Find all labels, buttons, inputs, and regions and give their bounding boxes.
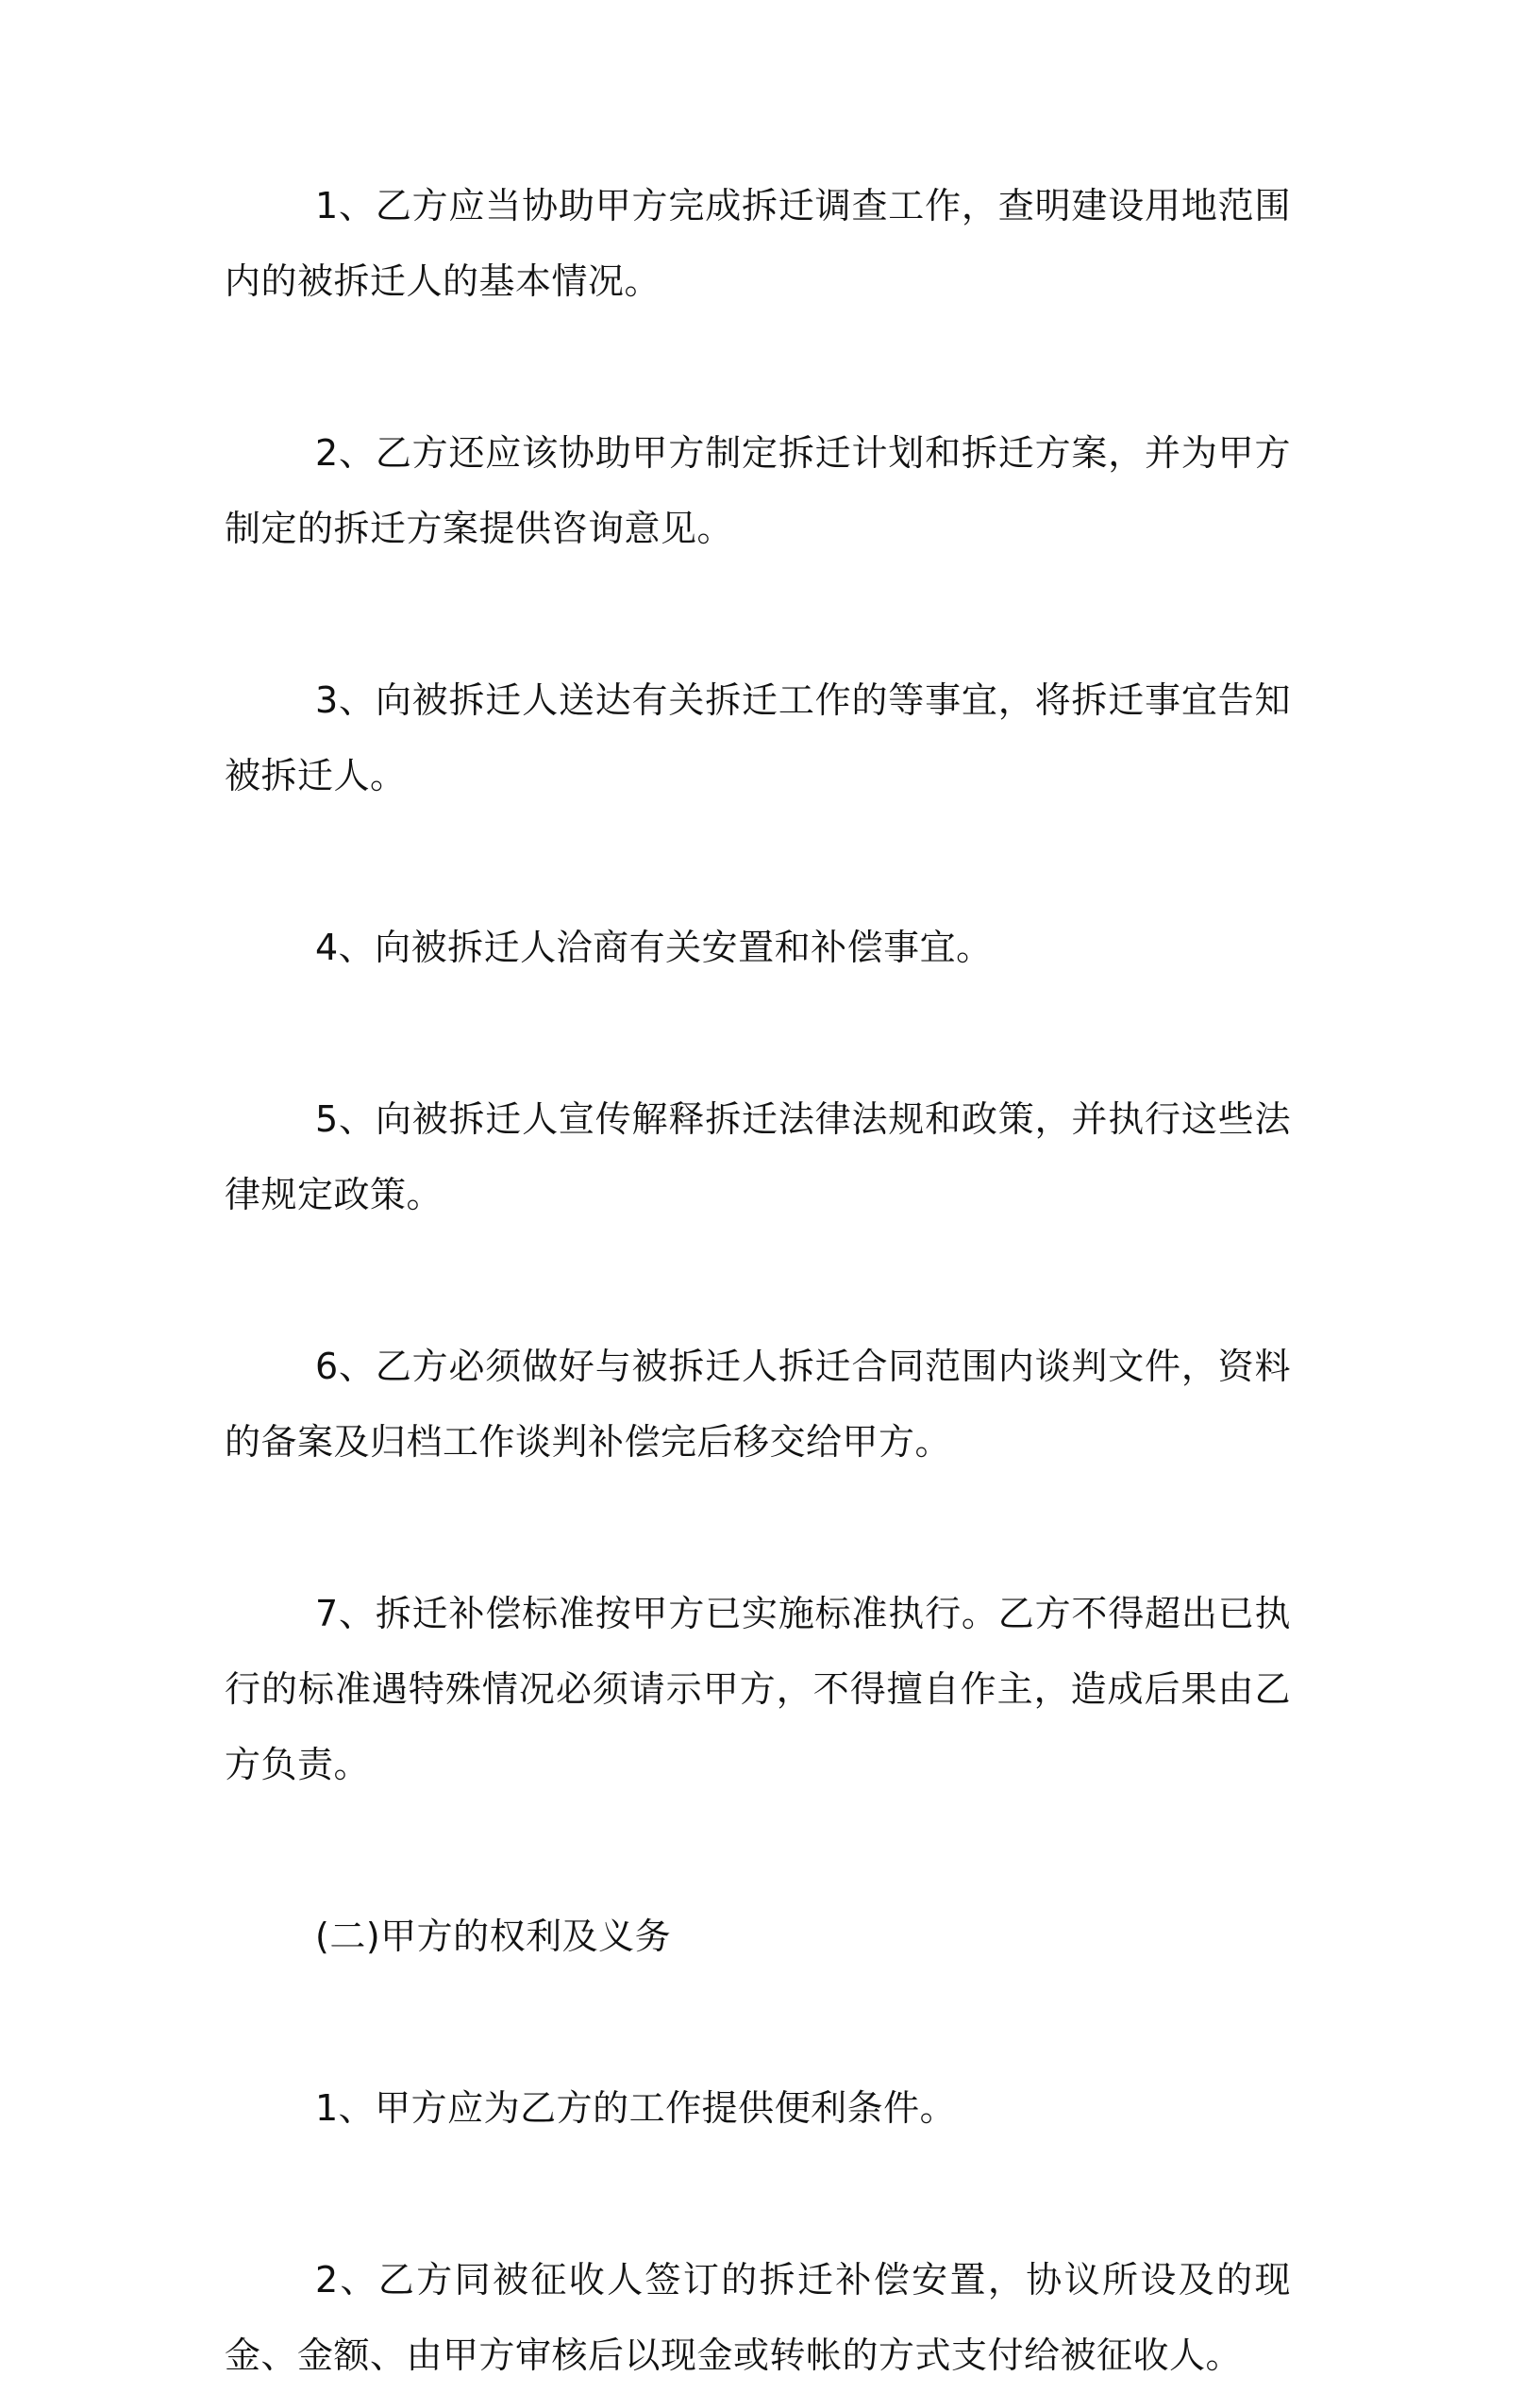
paragraph-b1-item6: 6、乙方必须做好与被拆迁人拆迁合同范围内谈判文件，资料的备案及归档工作谈判补偿完后移交给甲方。 [225, 1346, 1291, 1463]
paragraph-a-item2: 2、乙方同被征收人签订的拆迁补偿安置，协议所设及的现金、金额、由甲方审核后以现金或转帐的方式支付给被征收人。 [225, 2259, 1291, 2376]
paragraph-b1-item5: 5、向被拆迁人宣传解释拆迁法律法规和政策，并执行这些法律规定政策。 [225, 1098, 1291, 1215]
paragraph-b1-item2: 2、乙方还应该协助甲方制定拆迁计划和拆迁方案，并为甲方制定的拆迁方案提供咨询意见。 [225, 432, 1291, 549]
document-body [225, 168, 1291, 2393]
paragraph-b1-item4: 4、向被拆迁人洽商有关安置和补偿事宜。 [315, 927, 993, 968]
paragraph-b1-item3: 3、向被拆迁人送达有关拆迁工作的等事宜，将拆迁事宜告知被拆迁人。 [225, 679, 1291, 796]
paragraph-b1-item1: 1、乙方应当协助甲方完成拆迁调查工作，查明建设用地范围内的被拆迁人的基本情况。 [225, 185, 1291, 302]
paragraph-b1-item7: 7、拆迁补偿标准按甲方已实施标准执行。乙方不得超出已执行的标准遇特殊情况必须请示甲方，不得擅自作主，造成后果由乙方负责。 [225, 1593, 1291, 1785]
section-heading-party-a-rights: (二)甲方的权利及义务 [315, 1916, 672, 1957]
paragraph-a-item1: 1、甲方应为乙方的工作提供便利条件。 [315, 2087, 957, 2129]
